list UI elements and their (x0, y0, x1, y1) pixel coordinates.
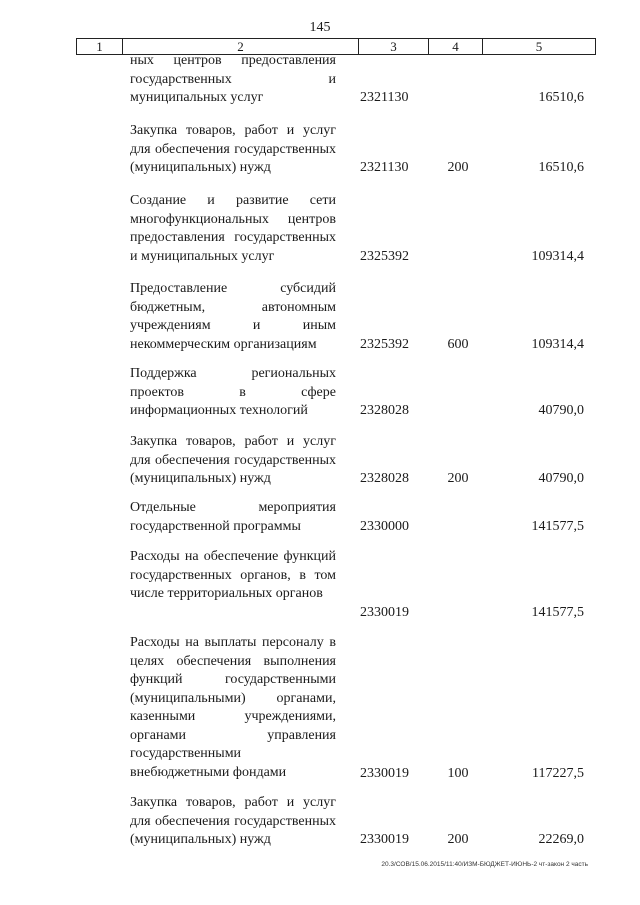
row-code: 2330000 (360, 519, 409, 534)
row-expense-type: 200 (447, 832, 469, 847)
row-amount: 141577,5 (531, 519, 584, 534)
header-col-2: 2 (123, 39, 359, 54)
row-description: Создание и развитие сети многофункциональных центров предоставления государственных и муниципальных услуг (130, 193, 336, 264)
row-description: Расходы на выплаты персоналу в целях обеспечения выполнения функций государственными (муниципальными) органами, казенными учреждениями, органами управления государственными внебюджетными фондами (130, 635, 336, 780)
row-amount: 40790,0 (538, 403, 584, 418)
row-description: Отдельные мероприятия государственной программы (130, 500, 336, 534)
row-expense-type: 600 (447, 337, 469, 352)
row-expense-type: 200 (447, 160, 469, 175)
row-code: 2328028 (360, 403, 409, 418)
header-col-5: 5 (535, 39, 543, 54)
footer-stamp: 20.3/СОВ/15.06.2015/11:40/ИЗМ-БЮДЖЕТ-ИЮНЬ-2 чт-закон 2 часть (381, 861, 588, 868)
row-code: 2321130 (360, 90, 409, 105)
row-code: 2330019 (360, 605, 409, 620)
row-code: 2321130 (360, 160, 409, 175)
row-expense-type: 100 (447, 766, 469, 781)
row-amount: 16510,6 (538, 90, 584, 105)
row-description: Расходы на обеспечение функций государственных органов, в том числе территориальных органов (130, 549, 336, 601)
row-amount: 40790,0 (538, 471, 584, 486)
row-expense-type: 200 (447, 471, 469, 486)
row-amount: 117227,5 (532, 766, 584, 781)
row-amount: 22269,0 (538, 832, 584, 847)
row-description: Поддержка региональных проектов в сфере информационных технологий (130, 366, 336, 418)
row-description: Предоставление субсидий бюджетным, автономным учреждениям и иным некоммерческим организациям (130, 281, 336, 352)
header-col-3: 3 (359, 39, 429, 54)
row-code: 2330019 (360, 832, 409, 847)
row-code: 2325392 (360, 249, 409, 264)
row-description: Закупка товаров, работ и услуг для обеспечения государственных (муниципальных) нужд (130, 795, 336, 847)
header-col-4: 4 (429, 39, 483, 54)
page-number: 145 (309, 20, 331, 35)
header-col-1: 1 (77, 39, 123, 54)
row-description: ных центров предоставления государственных и муниципальных услуг (130, 53, 336, 105)
row-description: Закупка товаров, работ и услуг для обеспечения государственных (муниципальных) нужд (130, 123, 336, 175)
row-amount: 109314,4 (531, 337, 584, 352)
row-code: 2330019 (360, 766, 409, 781)
row-amount: 109314,4 (531, 249, 584, 264)
row-amount: 141577,5 (531, 605, 584, 620)
row-description: Закупка товаров, работ и услуг для обеспечения государственных (муниципальных) нужд (130, 434, 336, 486)
row-amount: 16510,6 (538, 160, 584, 175)
row-code: 2325392 (360, 337, 409, 352)
row-code: 2328028 (360, 471, 409, 486)
